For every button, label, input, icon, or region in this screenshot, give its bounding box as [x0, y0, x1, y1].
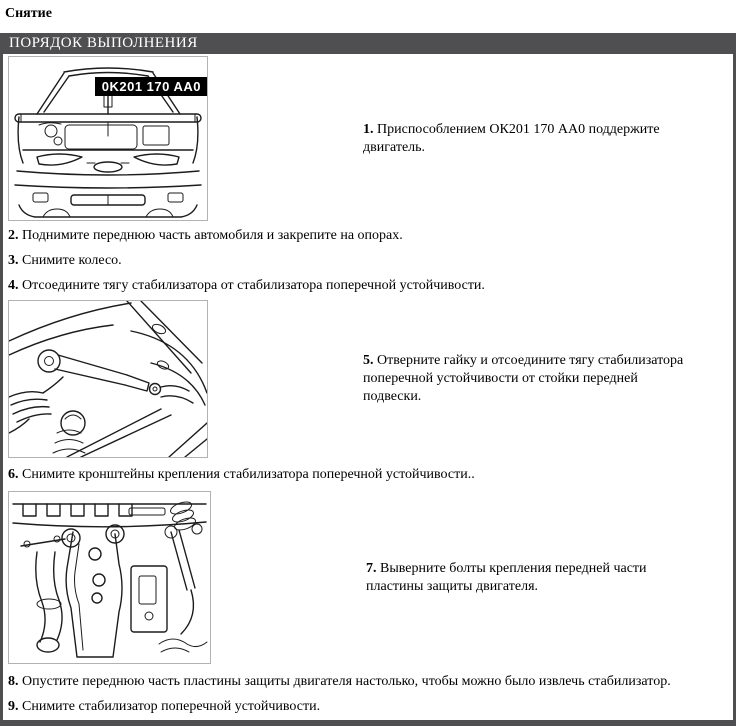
procedure-table [0, 33, 736, 726]
step-6-number: 6. [8, 467, 19, 482]
figure-row-3 [3, 489, 733, 666]
step-4-text: Отсоедините тягу стабилизатора от стабилизатора поперечной устойчивости. [22, 278, 485, 293]
tool-code-label: 0K201 170 AA0 [95, 77, 207, 96]
step-5 [363, 352, 698, 406]
figure-car-front [8, 56, 208, 221]
step-2-text: Поднимите переднюю часть автомобиля и закрепите на опорах. [22, 228, 403, 243]
step-8-number: 8. [8, 674, 19, 689]
step-1 [363, 121, 698, 157]
step-3-text: Снимите колесо. [22, 253, 122, 268]
step-8 [3, 666, 733, 694]
step-5-text: Отверните гайку и отсоедините тягу стабилизатора поперечной устойчивости от стойки передней подвески. [363, 353, 684, 404]
step-9 [3, 694, 733, 720]
step-1-text: Приспособлением ОК201 170 АА0 поддержите двигатель. [363, 121, 660, 155]
figure-row-1 [3, 54, 733, 223]
procedure-header: ПОРЯДОК ВЫПОЛНЕНИЯ [3, 33, 733, 54]
figure-row-2 [3, 298, 733, 460]
step-7 [366, 560, 701, 596]
step-6-text: Снимите кронштейны крепления стабилизатора поперечной устойчивости.. [22, 467, 475, 482]
figure-protection-plate [8, 491, 211, 664]
step-8-text: Опустите переднюю часть пластины защиты двигателя настолько, чтобы можно было извлечь стабилизатор. [22, 674, 671, 689]
step-9-text: Снимите стабилизатор поперечной устойчивости. [22, 699, 321, 714]
step-7-text: Выверните болты крепления передней части пластины защиты двигателя. [366, 560, 647, 594]
figure-ratchet [8, 300, 208, 458]
step-4-number: 4. [8, 278, 19, 293]
step-2 [3, 223, 733, 248]
protection-plate-drawing [9, 492, 210, 663]
step-7-number: 7. [366, 560, 377, 576]
step-5-number: 5. [363, 353, 374, 368]
step-3-number: 3. [8, 253, 19, 268]
step-4 [3, 273, 733, 298]
ratchet-drawing [9, 301, 207, 457]
step-6 [3, 460, 733, 489]
step-1-number: 1. [363, 121, 374, 137]
step-9-number: 9. [8, 699, 19, 714]
step-3 [3, 248, 733, 273]
step-2-number: 2. [8, 228, 19, 243]
page-title: Снятие [5, 6, 52, 21]
